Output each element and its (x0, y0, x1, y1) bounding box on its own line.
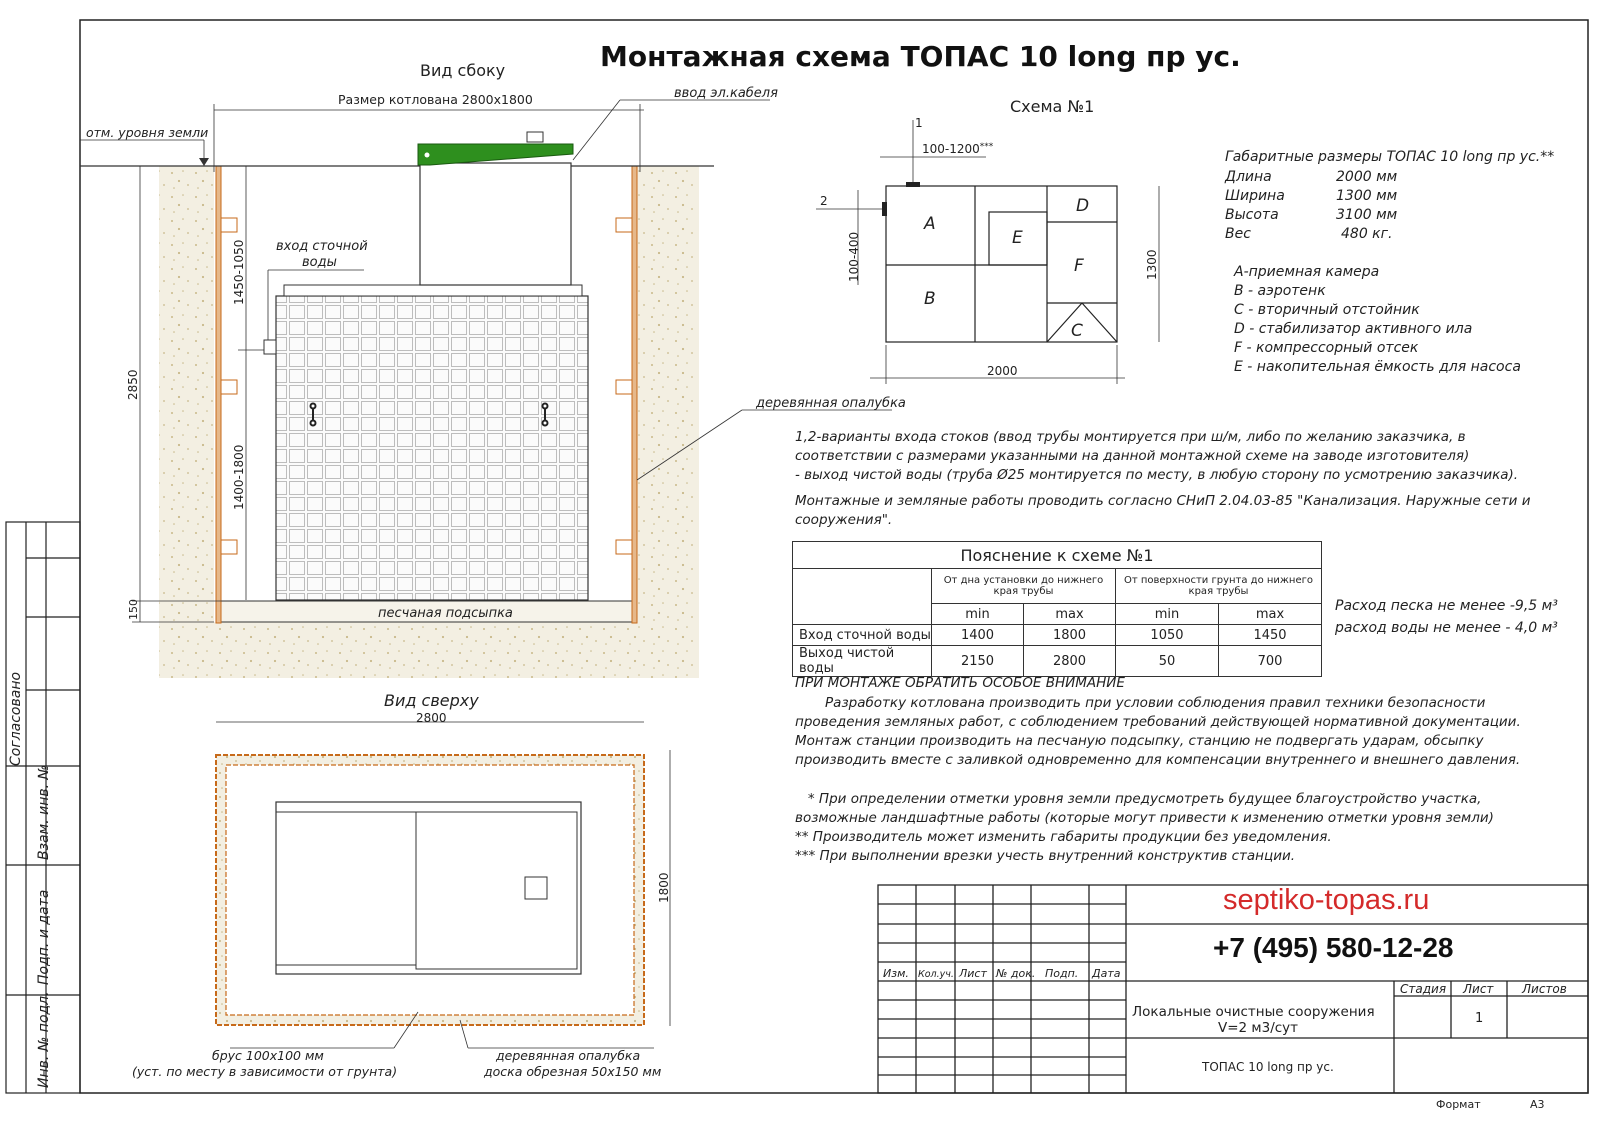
compartment-b: B (924, 289, 936, 309)
dim-weight-label: Вес (1225, 226, 1251, 242)
table-group-2: От поверхности грунта до нижнего края трубы (1115, 569, 1321, 604)
warning-line: Монтаж станции производить на песчаную подсыпку, станцию не подвергать ударам, обсыпку (795, 733, 1484, 749)
table-cell: 50 (1115, 646, 1218, 677)
sand-bed-label: песчаная подсыпка (378, 606, 513, 621)
phone-number[interactable]: +7 (495) 580-12-28 (1213, 932, 1454, 963)
compartment-a: A (924, 214, 936, 234)
footnote-line: возможные ландшафтные работы (которые могут привести к изменению отметки уровня земли) (795, 810, 1494, 826)
legend-item: F - компрессорный отсек (1234, 340, 1419, 356)
dim-weight-value: 480 кг. (1341, 226, 1393, 242)
top-vent (525, 877, 547, 899)
stamp-product: ТОПАС 10 long пр ус. (1202, 1060, 1334, 1074)
legend-item: Е - накопительная ёмкость для насоса (1234, 359, 1521, 375)
stamp-col-izm: Изм. (883, 967, 909, 980)
soil-bottom (159, 622, 699, 678)
tank-shoulder (284, 285, 582, 296)
stamp-column-headers (883, 967, 1121, 980)
scheme-title: Схема №1 (1010, 97, 1095, 116)
agreed-label: Согласовано (8, 671, 24, 766)
scheme-dim-top-mark: *** (979, 142, 994, 152)
table-group-1: От дна установки до нижнего края трубы (932, 569, 1116, 604)
footnote-line: *** При выполнении врезки учесть внутренний конструктив станции. (795, 848, 1296, 864)
stamp-col-data: Дата (1092, 967, 1121, 980)
table-cell: 1400 (932, 625, 1024, 646)
beam-label-2: (уст. по месту в зависимости от грунта) (132, 1064, 398, 1079)
table-row-label: Выход чистой воды (793, 646, 932, 677)
side-view (80, 61, 906, 678)
dim-height-value: 3100 мм (1336, 207, 1398, 223)
tank-neck (420, 163, 571, 285)
table-subheader: max (1023, 604, 1115, 625)
dim-height-label: Высота (1225, 207, 1279, 223)
legend-item: D - стабилизатор активного ила (1234, 321, 1473, 337)
scheme-dim-bottom: 2000 (987, 364, 1018, 378)
warning-line: Разработку котлована производить при условии соблюдения правил техники безопасности (795, 695, 1486, 711)
dim-lower: 1400-1800 (232, 444, 246, 510)
footnote-line: ** Производитель может изменить габариты продукции без уведомления. (795, 829, 1332, 845)
note-line: сооружения". (795, 512, 893, 528)
website-link[interactable]: septiko-topas.ru (1223, 884, 1430, 916)
page-title: Монтажная схема ТОПАС 10 long пр ус. (600, 40, 1241, 73)
stamp-col-ndok: № док. (996, 967, 1036, 980)
beam-label-1: брус 100х100 мм (212, 1048, 324, 1063)
formwork-top-label-2: доска обрезная 50х150 мм (484, 1064, 662, 1079)
dim-width-value: 1300 мм (1336, 188, 1398, 204)
scheme-dim-right: 1300 (1145, 249, 1159, 280)
ground-level-label: отм. уровня земли (86, 125, 209, 140)
inv-orig-label: Инв. № подл. (36, 991, 52, 1088)
formwork-right (632, 166, 637, 623)
note-line: 1,2-варианты входа стоков (ввод трубы монтируется при ш/м, либо по желанию заказчика, в (795, 429, 1466, 445)
table-row-label: Вход сточной воды (793, 625, 932, 646)
compartment-c: C (1071, 321, 1083, 341)
table-caption: Пояснение к схеме №1 (793, 542, 1322, 569)
compartment-d: D (1076, 196, 1090, 216)
inlet-label-2: воды (302, 255, 337, 270)
stamp-format-value: А3 (1530, 1098, 1545, 1111)
cable-entry-label: ввод эл.кабеля (674, 86, 778, 101)
scheme-label-1: 1 (915, 116, 923, 130)
scheme-dim-left: 100-400 (847, 231, 861, 282)
top-view (132, 691, 671, 1079)
scheme-pipe-2 (882, 202, 887, 216)
table-subheader: min (932, 604, 1024, 625)
scheme-dim-top (922, 142, 994, 156)
compartment-f: F (1074, 256, 1084, 276)
formwork-label: деревянная опалубка (756, 396, 906, 411)
dim-150: 150 (127, 599, 140, 620)
stamp-col-list: Лист (959, 967, 987, 980)
table-row (793, 646, 1322, 677)
stamp-description-1: Локальные очистные сооружения (1132, 1004, 1375, 1020)
inlet-label-1: вход сточной (276, 239, 368, 254)
top-lid (416, 812, 577, 969)
stamp-sheet-label: Лист (1463, 982, 1494, 996)
stamp-description-2: V=2 м3/сут (1218, 1020, 1299, 1036)
stamp-col-podp: Подп. (1045, 967, 1079, 980)
scheme-pipe-1 (906, 182, 920, 187)
dim-length-value: 2000 мм (1336, 169, 1398, 185)
stamp-format-label: Формат (1436, 1098, 1481, 1111)
table-cell: 700 (1218, 646, 1321, 677)
stamp-sheet-number: 1 (1475, 1011, 1484, 1026)
legend-item: С - вторичный отстойник (1234, 302, 1420, 318)
tank-lid (418, 144, 573, 165)
warnings-heading: ПРИ МОНТАЖЕ ОБРАТИТЬ ОСОБОЕ ВНИМАНИЕ (795, 675, 1125, 691)
inlet-pipe (264, 340, 276, 354)
scheme-1 (816, 97, 1159, 384)
water-consumption: расход воды не менее - 4,0 м³ (1335, 620, 1558, 636)
explanation-table (792, 541, 1322, 677)
side-view-title: Вид сбоку (420, 61, 506, 80)
pit-size-label: Размер котлована 2800х1800 (338, 92, 533, 107)
legend-item: А-приемная камера (1234, 264, 1380, 280)
sand-consumption: Расход песка не менее -9,5 м³ (1335, 598, 1558, 614)
note-line: - выход чистой воды (труба Ø25 монтируется по месту, в любую сторону по усмотрению заказчика). (795, 467, 1519, 483)
replace-inv-label: Взам. инв. № (36, 764, 52, 860)
table-cell: 1050 (1115, 625, 1218, 646)
lid-screw (425, 153, 430, 158)
dim-width-label: Ширина (1225, 188, 1285, 204)
dim-length-label: Длина (1225, 169, 1272, 185)
top-dim-height: 1800 (657, 872, 671, 903)
vent-cap (527, 132, 543, 142)
warning-line: производить вместе с заливкой одновременно для компенсации внутреннего и внешнего давления. (795, 752, 1521, 768)
footnote-line: * При определении отметки уровня земли предусмотреть будущее благоустройство участка, (795, 791, 1482, 807)
formwork-top-label-1: деревянная опалубка (496, 1048, 641, 1063)
scheme-dim-top-value: 100-1200 (922, 142, 980, 156)
stamp-stage-label: Стадия (1400, 982, 1447, 996)
stamp-col-koluch: Кол.уч. (918, 969, 954, 980)
table-subheader: max (1218, 604, 1321, 625)
table-corner (793, 569, 932, 625)
dim-2850: 2850 (126, 369, 140, 400)
note-line: соответствии с размерами указанными на данной монтажной схеме на заводе изготовителя) (795, 448, 1470, 464)
top-dim-width: 2800 (416, 711, 447, 725)
table-cell: 2800 (1023, 646, 1115, 677)
ground-arrow (199, 158, 209, 166)
note-line: Монтажные и земляные работы проводить согласно СНиП 2.04.03-85 "Канализация. Наружные сети и (795, 493, 1531, 509)
sign-date-label: Подп. и дата (36, 889, 52, 985)
warning-line: проведения земляных работ, с соблюдением требований действующей нормативной документации. (795, 714, 1521, 730)
table-row (793, 625, 1322, 646)
stamp-sheets-label: Листов (1522, 982, 1567, 996)
soil-right (636, 166, 699, 678)
legend-item: В - аэротенк (1234, 283, 1326, 299)
table-cell: 1800 (1023, 625, 1115, 646)
tank-body (276, 296, 588, 600)
table-subheader: min (1115, 604, 1218, 625)
scheme-label-2: 2 (820, 194, 828, 208)
top-view-title: Вид сверху (384, 691, 479, 710)
dim-upper: 1450-1050 (232, 239, 246, 305)
formwork-left (216, 166, 221, 623)
table-cell: 2150 (932, 646, 1024, 677)
table-cell: 1450 (1218, 625, 1321, 646)
dimensions-header: Габаритные размеры ТОПАС 10 long пр ус.** (1225, 149, 1555, 165)
compartment-e: E (1012, 228, 1023, 248)
